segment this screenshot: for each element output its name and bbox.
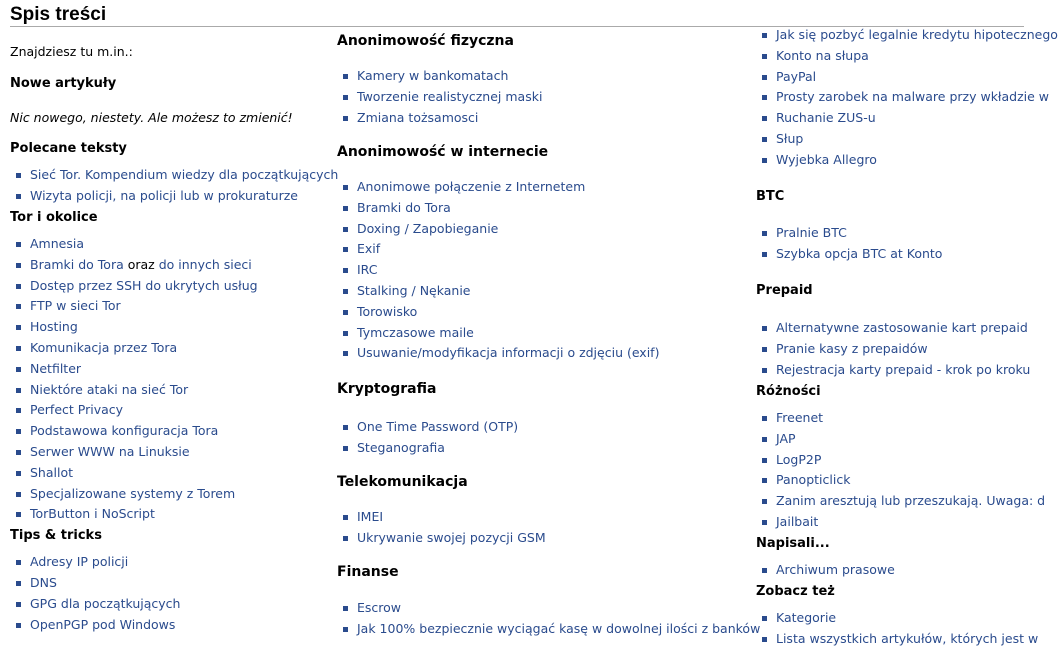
prepaid-link[interactable]: Rejestracja karty prepaid - krok po kroku — [776, 361, 1031, 377]
bullet-icon — [16, 429, 21, 434]
bullet-icon — [16, 367, 21, 372]
section-heading-tor: Tor i okolice — [10, 210, 98, 225]
bullet-icon — [343, 185, 348, 190]
bullet-icon — [343, 606, 348, 611]
list-item — [756, 89, 1049, 104]
bullet-icon — [343, 289, 348, 294]
tor-link[interactable]: Niektóre ataki na sieć Tor — [30, 381, 189, 397]
bullet-icon — [16, 284, 21, 289]
bullet-icon — [16, 450, 21, 455]
list-item — [756, 225, 847, 240]
crypto-link[interactable]: Steganografia — [357, 440, 445, 455]
list-item — [756, 341, 928, 356]
list-item — [10, 554, 128, 569]
bullet-icon — [343, 227, 348, 232]
list-item — [337, 509, 383, 524]
misc-link[interactable]: Panopticlick — [776, 472, 851, 488]
finance-link[interactable]: Escrow — [357, 600, 402, 615]
bullet-icon — [16, 325, 21, 330]
misc-link[interactable]: JAP — [776, 430, 796, 446]
list-item — [756, 110, 876, 125]
see-also-link[interactable]: Lista wszystkich artykułów, których jest w — [776, 631, 1039, 646]
bullet-icon — [762, 158, 767, 163]
list-item — [756, 610, 836, 625]
list-item — [10, 319, 78, 334]
misc-link[interactable]: Freenet — [776, 410, 824, 425]
bullet-icon — [343, 95, 348, 100]
bullet-icon — [16, 304, 21, 309]
list-item — [756, 514, 818, 529]
bullet-icon — [762, 637, 767, 642]
physical-link[interactable]: Zmiana tożsamosci — [357, 109, 479, 125]
list-item — [337, 530, 546, 545]
bullet-icon — [762, 33, 767, 38]
list-item — [337, 304, 417, 319]
list-item — [10, 575, 57, 590]
bullet-icon — [343, 536, 348, 541]
list-item — [756, 246, 942, 261]
bullet-icon — [16, 581, 21, 586]
list-item — [337, 200, 451, 215]
bullet-icon — [762, 478, 767, 483]
finance-link[interactable]: Ruchanie ZUS-u — [776, 110, 876, 126]
tips-link[interactable]: DNS — [30, 575, 57, 590]
physical-link[interactable]: Kamery w bankomatach — [357, 68, 509, 83]
telecom-link[interactable]: Ukrywanie swojej pozycji GSM — [357, 530, 546, 545]
bullet-icon — [343, 206, 348, 211]
list-item — [337, 221, 498, 236]
bullet-icon — [762, 326, 767, 331]
bullet-icon — [16, 173, 21, 178]
list-item — [10, 382, 188, 397]
bullet-icon — [762, 437, 767, 442]
list-item — [756, 631, 1038, 646]
bullet-icon — [16, 492, 21, 497]
finance-link[interactable]: Jak się pozbyć legalnie kredytu hipotecznego — [776, 27, 1058, 42]
bullet-icon — [762, 54, 767, 59]
bullet-icon — [343, 515, 348, 520]
bullet-icon — [762, 252, 767, 257]
bullet-icon — [16, 471, 21, 476]
misc-link[interactable]: Jailbait — [776, 514, 819, 529]
bullet-icon — [16, 194, 21, 199]
bullet-icon — [762, 499, 767, 504]
list-item — [337, 262, 377, 277]
list-item — [10, 188, 298, 203]
section-heading-crypto: Kryptografia — [337, 381, 437, 397]
bullet-icon — [16, 512, 21, 517]
bullet-icon — [762, 137, 767, 142]
bullet-icon — [16, 242, 21, 247]
tor-link[interactable]: Bramki do Tora — [30, 256, 124, 272]
list-item — [337, 440, 445, 455]
telecom-link[interactable]: IMEI — [357, 509, 384, 524]
bullet-icon — [762, 347, 767, 352]
section-heading-prepaid: Prepaid — [756, 283, 813, 298]
bullet-icon — [343, 310, 348, 315]
list-item — [10, 361, 81, 376]
internet-link[interactable]: Stalking / Nękanie — [357, 283, 471, 298]
list-item — [337, 621, 760, 636]
misc-link[interactable]: LogP2P — [776, 451, 822, 467]
bullet-icon — [16, 346, 21, 351]
press-link[interactable]: Archiwum prasowe — [776, 562, 895, 577]
finance-link[interactable]: Jak 100% bezpiecznie wyciągać kasę w dowolnej ilości z banków — [357, 621, 761, 636]
list-item — [10, 257, 252, 272]
connector-text: oraz — [123, 256, 159, 272]
tips-link[interactable]: OpenPGP pod Windows — [30, 617, 176, 632]
bullet-icon — [762, 416, 767, 421]
bullet-icon — [762, 368, 767, 373]
bullet-icon — [16, 560, 21, 565]
section-heading-telecom: Telekomunikacja — [337, 474, 468, 490]
tor-link[interactable]: Specjalizowane systemy z Torem — [30, 485, 236, 501]
list-item — [756, 493, 1045, 508]
bullet-icon — [16, 623, 21, 628]
section-heading-recommended: Polecane teksty — [10, 141, 127, 156]
internet-link[interactable]: Usuwanie/modyfikacja informacji o zdjęciu (exif) — [357, 345, 660, 361]
internet-link[interactable]: Exif — [357, 241, 381, 257]
finance-link[interactable]: Konto na słupa — [776, 47, 869, 63]
list-item — [756, 320, 1028, 335]
list-item — [337, 68, 508, 83]
bullet-icon — [16, 408, 21, 413]
recommended-link[interactable]: Wizyta policji, na policji lub w prokuraturze — [30, 188, 298, 203]
recommended-link[interactable]: Sieć Tor. Kompendium wiedzy dla początkujących — [30, 167, 339, 182]
internet-link[interactable]: Bramki do Tora — [357, 199, 451, 215]
see-also-link[interactable]: Kategorie — [776, 610, 837, 625]
list-item — [10, 236, 84, 251]
prepaid-link[interactable]: Alternatywne zastosowanie kart prepaid — [776, 320, 1028, 335]
section-heading-see-also: Zobacz też — [756, 584, 835, 599]
internet-link[interactable]: Doxing / Zapobieganie — [357, 220, 499, 236]
internet-link[interactable]: Anonimowe połączenie z Internetem — [357, 179, 586, 194]
internet-link[interactable]: IRC — [357, 262, 378, 278]
tor-link[interactable]: Serwer WWW na Linuksie — [30, 444, 190, 459]
list-item — [756, 48, 869, 63]
tor-link[interactable]: Netfilter — [30, 360, 82, 376]
list-item — [337, 241, 380, 256]
new-articles-text: Nic nowego, niestety. Ale możesz to zmienić! — [10, 110, 293, 125]
btc-link[interactable]: Szybka opcja BTC at Konto — [776, 246, 943, 261]
tor-link[interactable]: Komunikacja przez Tora — [30, 340, 178, 355]
bullet-icon — [343, 247, 348, 252]
bullet-icon — [343, 74, 348, 79]
list-item — [10, 167, 338, 182]
bullet-icon — [343, 116, 348, 121]
section-heading-misc: Różności — [756, 384, 821, 399]
bullet-icon — [343, 268, 348, 273]
tor-link[interactable]: Perfect Privacy — [30, 402, 124, 418]
list-item — [756, 152, 877, 167]
finance-link[interactable]: PayPal — [776, 68, 817, 84]
intro-text: Znajdziesz tu m.in.: — [10, 44, 133, 59]
section-heading-finance: Finanse — [337, 564, 399, 580]
bullet-icon — [16, 388, 21, 393]
list-item — [756, 410, 823, 425]
list-item — [10, 444, 190, 459]
section-heading-physical: Anonimowość fizyczna — [337, 33, 514, 49]
tor-link[interactable]: Podstawowa konfiguracja Tora — [30, 423, 219, 439]
finance-link[interactable]: Prosty zarobek na malware przy wkładzie w — [776, 89, 1049, 105]
list-item — [337, 419, 518, 434]
list-item — [10, 340, 177, 355]
list-item — [10, 298, 121, 313]
tips-link[interactable]: Adresy IP policji — [30, 554, 129, 569]
physical-link[interactable]: Tworzenie realistycznej maski — [357, 88, 543, 104]
list-item — [10, 486, 235, 501]
list-item — [10, 617, 175, 632]
tor-link[interactable]: Dostęp przez SSH do ukrytych usług — [30, 277, 258, 293]
list-item — [337, 283, 471, 298]
list-item — [756, 69, 816, 84]
page-title: Spis treści — [10, 4, 1024, 27]
list-item — [10, 596, 180, 611]
list-item — [10, 506, 155, 521]
bullet-icon — [16, 263, 21, 268]
bullet-icon — [762, 95, 767, 100]
bullet-icon — [343, 627, 348, 632]
list-item — [10, 278, 258, 293]
list-item — [756, 27, 1058, 42]
list-item — [756, 362, 1030, 377]
finance-link[interactable]: Wyjebka Allegro — [776, 151, 877, 167]
tor-link[interactable]: TorButton i NoScript — [30, 506, 155, 522]
list-item — [756, 131, 803, 146]
list-item — [10, 465, 73, 480]
tor-link[interactable]: FTP w sieci Tor — [30, 298, 121, 314]
tor-link[interactable]: do innych sieci — [158, 256, 252, 272]
list-item — [337, 179, 585, 194]
list-item — [756, 431, 796, 446]
bullet-icon — [762, 231, 767, 236]
list-item — [337, 600, 401, 615]
prepaid-link[interactable]: Pranie kasy z prepaidów — [776, 340, 928, 356]
tor-link[interactable]: Shallot — [30, 464, 74, 480]
btc-link[interactable]: Pralnie BTC — [776, 225, 847, 240]
bullet-icon — [16, 602, 21, 607]
bullet-icon — [762, 616, 767, 621]
bullet-icon — [762, 458, 767, 463]
crypto-link[interactable]: One Time Password (OTP) — [357, 419, 519, 434]
section-heading-internet: Anonimowość w internecie — [337, 144, 549, 160]
misc-link[interactable]: Zanim aresztują lub przeszukają. Uwaga: d — [776, 493, 1046, 509]
bullet-icon — [343, 425, 348, 430]
list-item — [756, 452, 821, 467]
list-item — [337, 110, 478, 125]
bullet-icon — [343, 331, 348, 336]
section-heading-tips: Tips & tricks — [10, 528, 102, 543]
section-heading-napisali: Napisali... — [756, 536, 830, 551]
tor-link[interactable]: Amnesia — [30, 236, 84, 251]
bullet-icon — [762, 568, 767, 573]
list-item — [337, 325, 474, 340]
list-item — [10, 423, 218, 438]
bullet-icon — [762, 116, 767, 121]
section-heading-new-articles: Nowe artykuły — [10, 76, 117, 91]
tor-link[interactable]: Hosting — [30, 319, 78, 335]
list-item — [337, 89, 542, 104]
section-heading-btc: BTC — [756, 189, 785, 204]
list-item — [756, 562, 895, 577]
finance-link[interactable]: Słup — [776, 131, 804, 146]
list-item — [10, 402, 123, 417]
internet-link[interactable]: Torowisko — [357, 303, 418, 319]
bullet-icon — [343, 351, 348, 356]
tips-link[interactable]: GPG dla początkujących — [30, 596, 181, 611]
bullet-icon — [762, 75, 767, 80]
list-item — [756, 472, 850, 487]
bullet-icon — [762, 520, 767, 525]
bullet-icon — [343, 446, 348, 451]
internet-link[interactable]: Tymczasowe maile — [357, 324, 474, 340]
list-item — [337, 345, 659, 360]
